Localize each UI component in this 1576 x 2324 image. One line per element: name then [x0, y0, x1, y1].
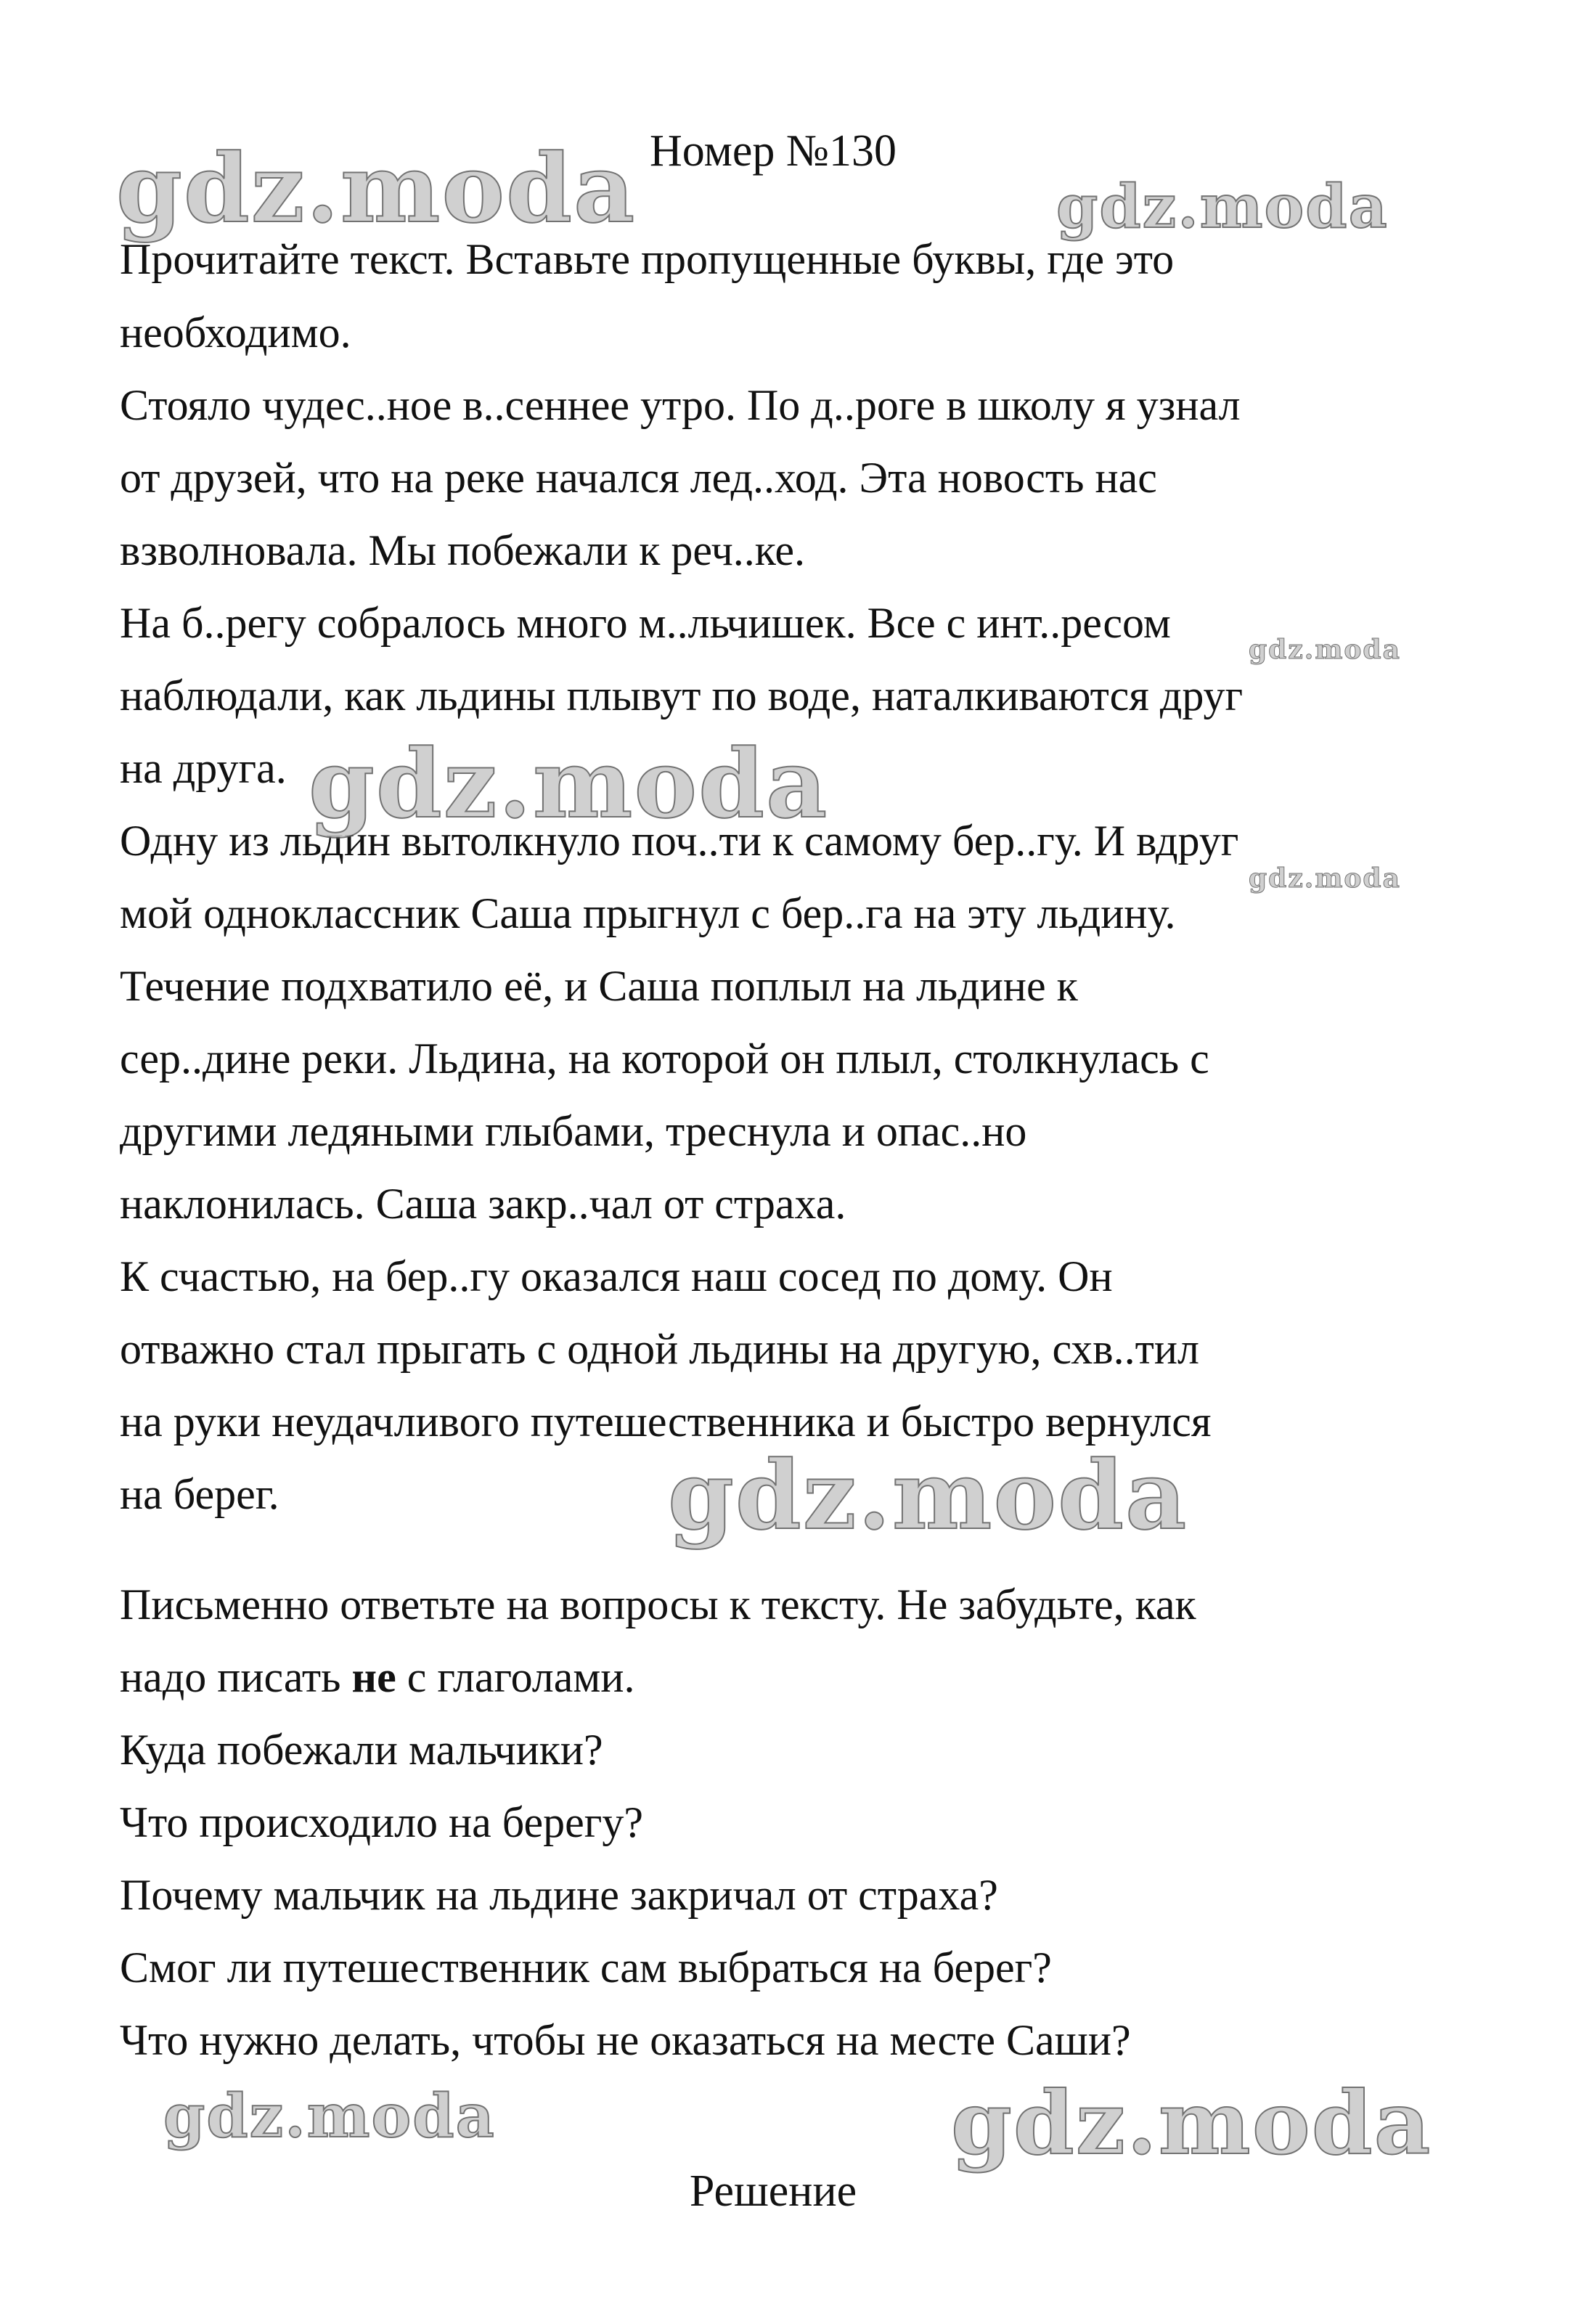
watermark-logo: gdz.moda — [163, 2082, 496, 2151]
watermark-logo: gdz.moda — [668, 1440, 1188, 1551]
task-line: необходимо. — [120, 309, 351, 356]
question-item: Куда побежали мальчики? — [120, 1726, 603, 1774]
task-line: сер..дине реки. Льдина, на которой он плыл, столкнулась с — [120, 1035, 1209, 1083]
watermark-logo: gdz.moda — [1249, 863, 1401, 894]
watermark-logo: gdz.moda — [951, 2072, 1432, 2174]
task-line: К счастью, на бер..гу оказался наш сосед по дому. Он — [120, 1252, 1113, 1300]
intro-text-post: с глаголами. — [396, 1653, 635, 1701]
page-title: Номер №130 — [649, 126, 897, 176]
question-item: Что происходило на берегу? — [120, 1798, 644, 1846]
task-line: На б..регу собралось много м..льчишек. Все с инт..ресом — [120, 599, 1171, 647]
task-line: мой одноклассник Саша прыгнул с бер..га на эту льдину. — [120, 889, 1176, 937]
task-line: взволновала. Мы побежали к реч..ке. — [120, 526, 806, 574]
task-line: Одну из льдин вытолкнуло поч..ти к самому бер..гу. И вдруг — [120, 817, 1239, 865]
questions-intro: Письменно ответьте на вопросы к тексту. Не забудьте, как — [120, 1581, 1196, 1628]
intro-text-pre: надо писать — [120, 1653, 352, 1701]
task-line: от друзей, что на реке начался лед..ход. Эта новость нас — [120, 454, 1157, 502]
task-line: наклонилась. Саша закр..чал от страха. — [120, 1180, 846, 1228]
task-line: отважно стал прыгать с одной льдины на другую, схв..тил — [120, 1325, 1199, 1373]
task-line: Течение подхватило её, и Саша поплыл на льдине к — [120, 962, 1078, 1010]
questions-intro-2 — [120, 1648, 634, 1706]
question-item: Почему мальчик на льдине закричал от страха? — [120, 1871, 998, 1919]
task-line: на берег. — [120, 1470, 279, 1518]
task-line: другими ледяными глыбами, треснула и опас..но — [120, 1107, 1027, 1155]
question-item: Что нужно делать, чтобы не оказаться на месте Саши? — [120, 2016, 1131, 2064]
task-line: Стояло чудес..ное в..сеннее утро. По д..роге в школу я узнал — [120, 381, 1241, 429]
watermark-logo: gdz.moda — [1056, 172, 1389, 242]
task-line: на руки неудачливого путешественника и быстро вернулся — [120, 1398, 1212, 1446]
task-line: Прочитайте текст. Вставьте пропущенные буквы, где это — [120, 235, 1175, 283]
task-line: наблюдали, как льдины плывут по воде, наталкиваются друг — [120, 672, 1244, 719]
watermark-logo: gdz.moda — [1249, 635, 1401, 665]
task-line: на друга. — [120, 744, 287, 792]
watermark-logo: gdz.moda — [116, 133, 637, 244]
intro-text-bold: не — [351, 1653, 396, 1701]
watermark-logo: gdz.moda — [309, 728, 829, 839]
solution-label: Решение — [689, 2166, 857, 2216]
question-item: Смог ли путешественник сам выбраться на берег? — [120, 1944, 1052, 1991]
